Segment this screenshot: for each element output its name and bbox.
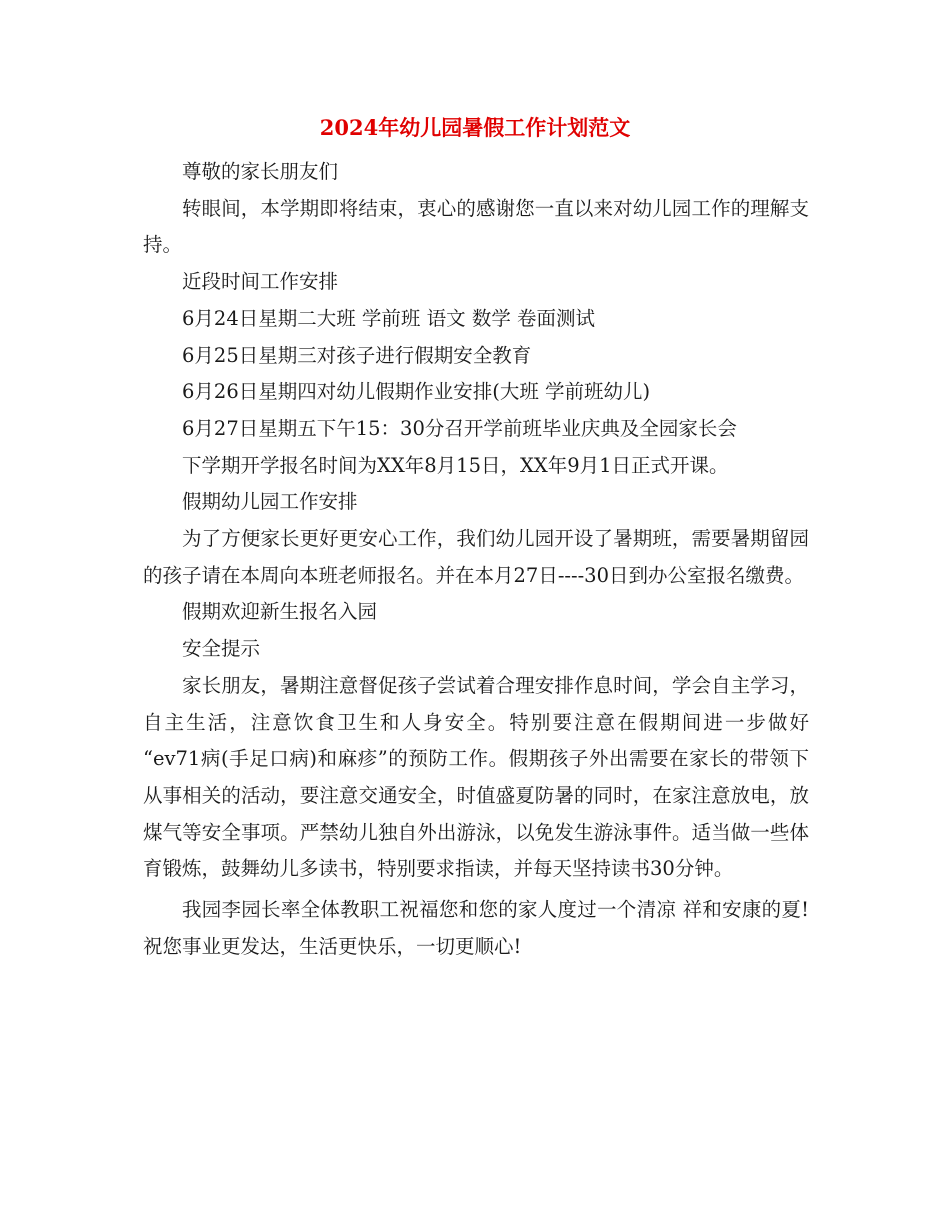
closing-paragraph: 我园李园长率全体教职工祝福您和您的家人度过一个清凉 祥和安康的夏!祝您事业更发达，生活更快乐，一切更顺心! [143,898,809,958]
new-student-enrollment: 假期欢迎新生报名入园 [182,600,378,624]
greeting-paragraph: 尊敬的家长朋友们 [182,160,339,183]
safety-paragraph: 家长朋友，暑期注意督促孩子尝试着合理安排作息时间，学会自主学习，自主生活，注意饮食卫生和人身安全。特别要注意在假期间进一步做好 “ev71病(手足口病)和麻疹”的预防工作。假期孩子外出需要在家长的带领下从事相关的活动，要注意交通安全，时值盛夏防暑的同时，在家注意放电，放煤气等安全事项。严禁幼儿独自外出游泳，以免发生游泳事件。适当做一些体育锻炼，鼓舞幼儿多读书，特别要求指读，并每天坚持读书30分钟。 [143,673,809,881]
section-heading-recent-schedule: 近段时间工作安排 [182,270,339,294]
schedule-item-june-27: 6月27日星期五下午15：30分召开学前班毕业庆典及全园家长会 [182,416,737,440]
next-term-registration: 下学期开学报名时间为XX年8月15日，XX年9月1日正式开课。 [182,453,729,477]
intro-paragraph: 转眼间，本学期即将结束，衷心的感谢您一直以来对幼儿园工作的理解支持。 [143,196,809,257]
summer-class-paragraph: 为了方便家长更好更安心工作，我们幼儿园开设了暑期班，需要暑期留园的孩子请在本周向本班老师报名。并在本月27日----30日到办公室报名缴费。 [143,527,809,587]
document-body [143,154,809,965]
schedule-item-june-25: 6月25日星期三对孩子进行假期安全教育 [182,343,532,367]
schedule-item-june-26: 6月26日星期四对幼儿假期作业安排(大班 学前班幼儿) [182,380,651,404]
section-heading-safety-tips: 安全提示 [182,637,261,661]
schedule-item-june-24: 6月24日星期二大班 学前班 语文 数学 卷面测试 [182,306,596,330]
section-heading-holiday-arrangement: 假期幼儿园工作安排 [182,490,358,514]
document-title: 2024年幼儿园暑假工作计划范文 [319,115,631,140]
